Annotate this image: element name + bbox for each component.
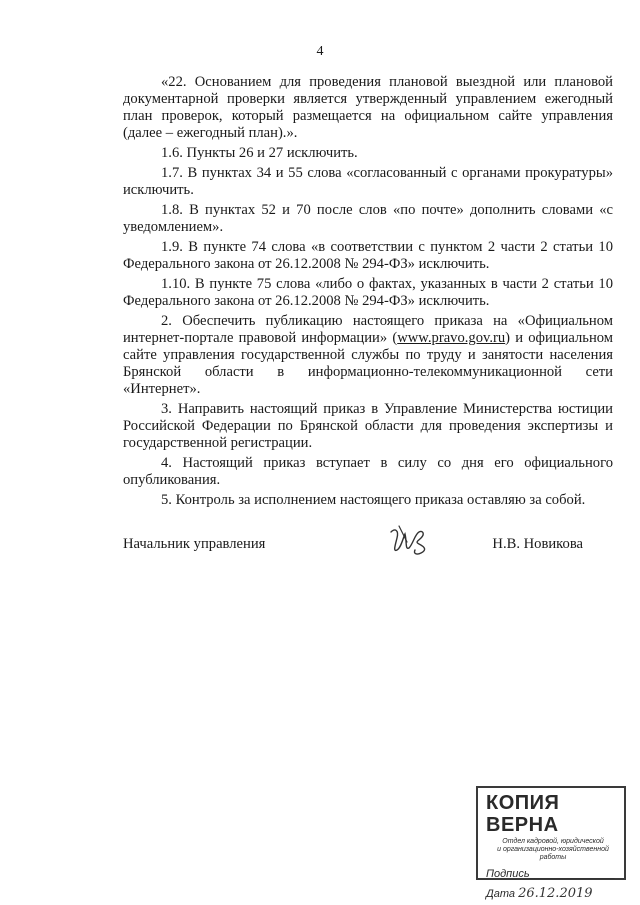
stamp-date-line	[486, 886, 620, 901]
signatory-name: Н.В. Новикова	[492, 536, 583, 552]
paragraph-2	[123, 313, 613, 398]
stamp-department	[486, 838, 620, 862]
stamp-title: КОПИЯ ВЕРНА	[486, 792, 560, 836]
paragraph-2-text-start: 2. Обеспечить публикацию настоящего приказа на «Официальном интернет-портале правовой информации» (	[123, 313, 613, 346]
paragraph-3: 3. Направить настоящий приказ в Управление Министерства юстиции Российской Федерации по Брянской области для проведения экспертизы и государственной регистрации.	[123, 401, 613, 451]
paragraph-5: 5. Контроль за исполнением настоящего приказа оставляю за собой.	[161, 492, 586, 508]
document-body	[123, 74, 613, 512]
certified-copy-stamp	[476, 786, 626, 901]
handwritten-signature	[385, 520, 435, 560]
stamp-sign-line: Подпись______________	[486, 868, 616, 880]
paragraph-1-9: 1.9. В пункте 74 слова «в соответствии с пунктом 2 части 2 статьи 10 Федерального закона от 26.12.2008 № 294-ФЗ» исключить.	[123, 239, 613, 272]
signatory-title: Начальник управления	[123, 536, 266, 552]
stamp-date-value: 26.12.2019	[518, 886, 593, 901]
stamp-date-label: Дата	[486, 888, 516, 900]
paragraph-1-10: 1.10. В пункте 75 слова «либо о фактах, указанных в части 2 статьи 10 Федерального закона от 26.12.2008 № 294-ФЗ» исключить.	[123, 276, 613, 309]
paragraph-1-6: 1.6. Пункты 26 и 27 исключить.	[161, 145, 358, 161]
stamp-department-line-1: Отдел кадровой, юридической	[502, 838, 604, 845]
paragraph-2-text-end: ) и официальном сайте управления государственной службы по труду и занятости населения Брянской области в информационно-телекоммуникационной сети «Интернет».	[123, 330, 614, 397]
paragraph-4: 4. Настоящий приказ вступает в силу со дня его официального опубликования.	[123, 455, 613, 488]
paragraph-22: «22. Основанием для проведения плановой выездной или плановой документарной проверки является утвержденный управлением ежегодный план проверок, который размещается на официальном сайте управления (далее – ежегодный план).».	[123, 74, 613, 141]
stamp-sign-label: Подпись	[486, 868, 530, 880]
stamp-department-line-2: и организационно-хозяйственной работы	[497, 846, 609, 861]
paragraph-1-7: 1.7. В пунктах 34 и 55 слова «согласованный с органами прокуратуры» исключить.	[123, 165, 613, 198]
page-number: 4	[316, 44, 324, 59]
signature-block	[123, 528, 583, 568]
paragraph-1-8: 1.8. В пунктах 52 и 70 после слов «по почте» дополнить словами «с уведомлением».	[123, 202, 613, 235]
pravo-link[interactable]: www.pravo.gov.ru	[397, 330, 506, 346]
